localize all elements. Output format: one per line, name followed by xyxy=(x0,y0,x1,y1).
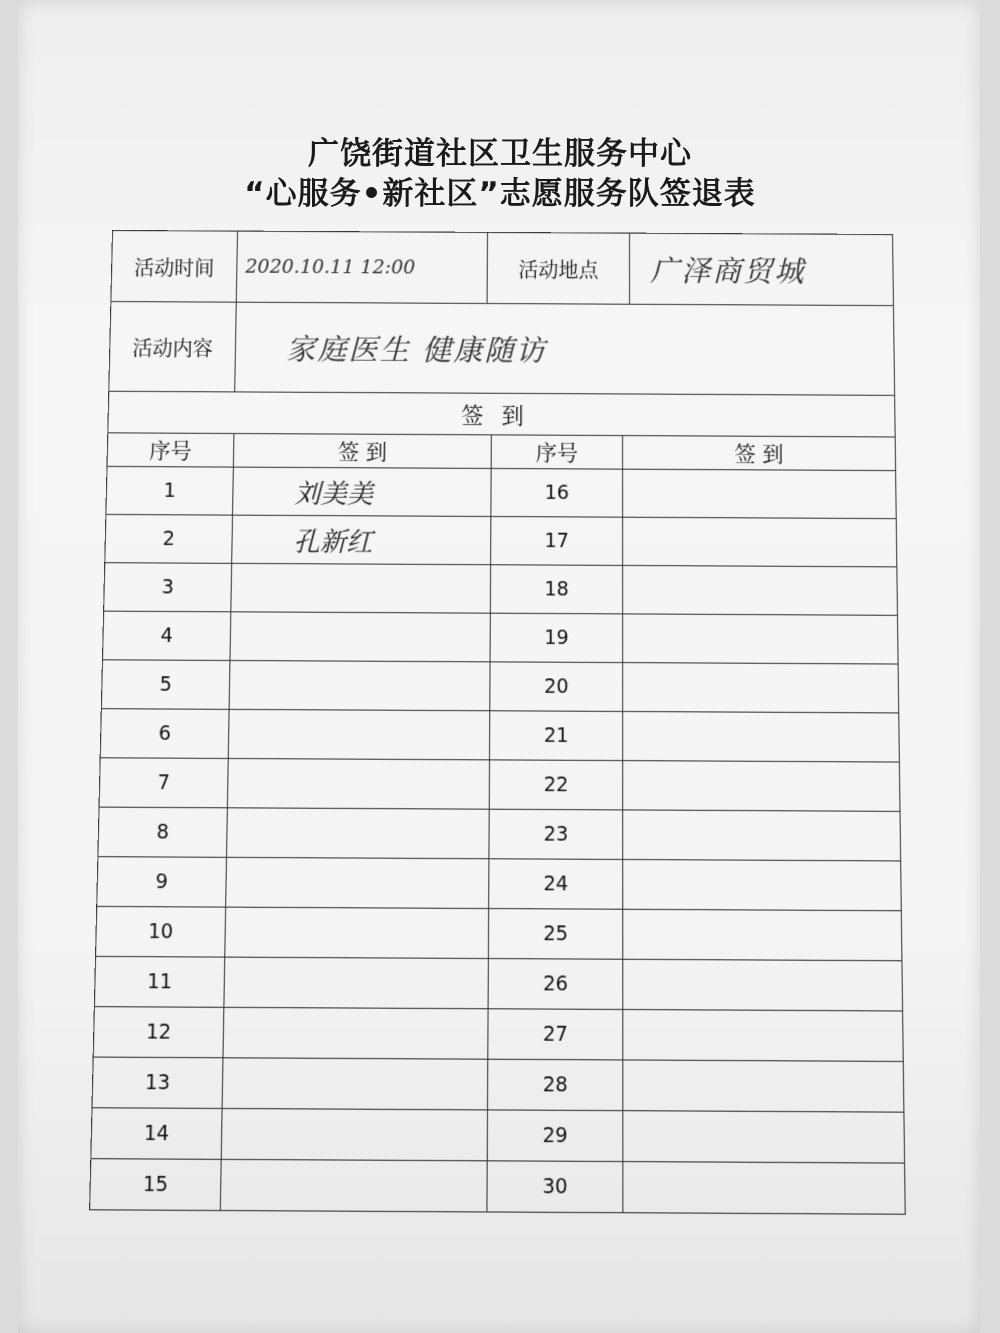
signature-cell-left xyxy=(226,857,489,908)
row-number-left: 3 xyxy=(104,563,232,612)
activity-place-text: 广泽商贸城 xyxy=(650,253,806,289)
row-number-right: 29 xyxy=(487,1110,623,1162)
row-number-right: 21 xyxy=(489,711,622,761)
signature-cell-left xyxy=(229,660,490,710)
table-row xyxy=(106,466,896,518)
signature-cell-right xyxy=(623,1060,904,1112)
row-number-left: 5 xyxy=(101,660,230,710)
signature-cell-left xyxy=(230,612,490,662)
row-number-right: 16 xyxy=(491,468,623,517)
signature-cell-right xyxy=(623,761,900,812)
col-header-sign-left: 签 到 xyxy=(233,434,491,469)
signature-cell-left xyxy=(232,515,491,565)
table-row xyxy=(104,563,898,616)
signature-cell-right xyxy=(623,859,902,910)
row-number-left: 8 xyxy=(98,807,228,857)
col-header-no-left: 序号 xyxy=(107,433,234,467)
table-row xyxy=(100,709,899,762)
signature-cell-left xyxy=(228,709,490,760)
row-number-right: 24 xyxy=(489,859,623,909)
signout-form xyxy=(89,230,905,1237)
signature-cell-left xyxy=(225,907,489,958)
activity-content-value xyxy=(235,302,895,395)
row-number-left: 15 xyxy=(90,1159,222,1211)
activity-content-text: 家庭医生 健康随访 xyxy=(285,331,547,368)
title-line-1: 广饶街道社区卫生服务中心 xyxy=(308,136,692,172)
row-number-right: 22 xyxy=(489,760,623,810)
table-row xyxy=(98,807,901,861)
table-row xyxy=(97,857,902,911)
signin-section-title: 签到 xyxy=(108,391,895,437)
signature-cell-right xyxy=(623,1111,905,1163)
table-row xyxy=(91,1108,905,1163)
activity-place-value xyxy=(630,233,894,305)
activity-place-label: 活动地点 xyxy=(487,232,629,304)
signature-text: 孔新红 xyxy=(293,526,373,558)
signature-cell-left xyxy=(231,563,491,613)
table-row xyxy=(90,1159,906,1215)
signature-cell-left xyxy=(221,1108,487,1160)
signature-cell-right xyxy=(623,1009,903,1061)
row-number-left: 1 xyxy=(106,466,233,515)
row-number-right: 28 xyxy=(488,1059,623,1110)
signature-cell-right xyxy=(623,517,897,567)
signature-cell-left xyxy=(222,1058,488,1110)
signature-cell-right xyxy=(623,909,902,961)
row-number-right: 30 xyxy=(487,1161,623,1213)
row-number-right: 20 xyxy=(490,662,623,712)
signature-cell-right xyxy=(623,1162,905,1215)
signature-cell-right xyxy=(623,469,897,518)
signature-cell-left xyxy=(227,808,490,859)
col-header-sign-right: 签 到 xyxy=(623,436,896,471)
table-row xyxy=(94,956,902,1011)
row-number-left: 12 xyxy=(93,1007,224,1058)
activity-time-value xyxy=(236,231,487,303)
info-table xyxy=(108,230,895,396)
row-number-right: 27 xyxy=(488,1009,623,1060)
signature-cell-left xyxy=(233,467,492,516)
signature-cell-right xyxy=(623,959,903,1011)
signature-cell-left xyxy=(224,957,488,1009)
signature-cell-right xyxy=(623,810,901,861)
table-row xyxy=(99,758,900,812)
signature-cell-right xyxy=(623,614,898,664)
table-row xyxy=(96,906,902,960)
col-header-no-right: 序号 xyxy=(491,435,622,469)
signature-cell-left xyxy=(220,1159,487,1212)
table-row xyxy=(105,514,897,566)
row-number-right: 19 xyxy=(490,613,623,662)
table-row xyxy=(102,611,898,664)
row-number-left: 9 xyxy=(97,857,227,907)
title-line-2: “心服务•新社区”志愿服务队签退表 xyxy=(244,176,756,212)
signature-cell-right xyxy=(623,565,898,615)
row-number-right: 26 xyxy=(488,959,623,1010)
table-row xyxy=(93,1007,903,1062)
row-number-left: 14 xyxy=(91,1108,222,1160)
signin-rows xyxy=(90,466,906,1214)
signature-cell-left xyxy=(223,1007,488,1059)
signin-table xyxy=(89,391,906,1215)
signature-cell-left xyxy=(227,758,489,809)
signature-cell-right xyxy=(623,711,900,762)
row-number-right: 23 xyxy=(489,809,623,859)
row-number-left: 10 xyxy=(96,906,226,957)
activity-time-label: 活动时间 xyxy=(111,230,238,302)
row-number-left: 13 xyxy=(92,1057,223,1108)
signature-text: 刘美美 xyxy=(293,478,374,510)
activity-time-text: 2020.10.11 12:00 xyxy=(245,255,416,279)
row-number-right: 18 xyxy=(490,565,622,614)
table-row xyxy=(92,1057,904,1112)
table-row xyxy=(101,660,898,713)
row-number-left: 2 xyxy=(105,514,233,563)
row-number-right: 25 xyxy=(488,909,622,960)
signature-cell-right xyxy=(623,663,899,713)
row-number-left: 7 xyxy=(99,758,228,808)
row-number-right: 17 xyxy=(491,516,623,565)
row-number-left: 4 xyxy=(102,611,230,660)
activity-content-label: 活动内容 xyxy=(109,302,236,392)
row-number-left: 6 xyxy=(100,709,229,759)
row-number-left: 11 xyxy=(94,956,224,1007)
